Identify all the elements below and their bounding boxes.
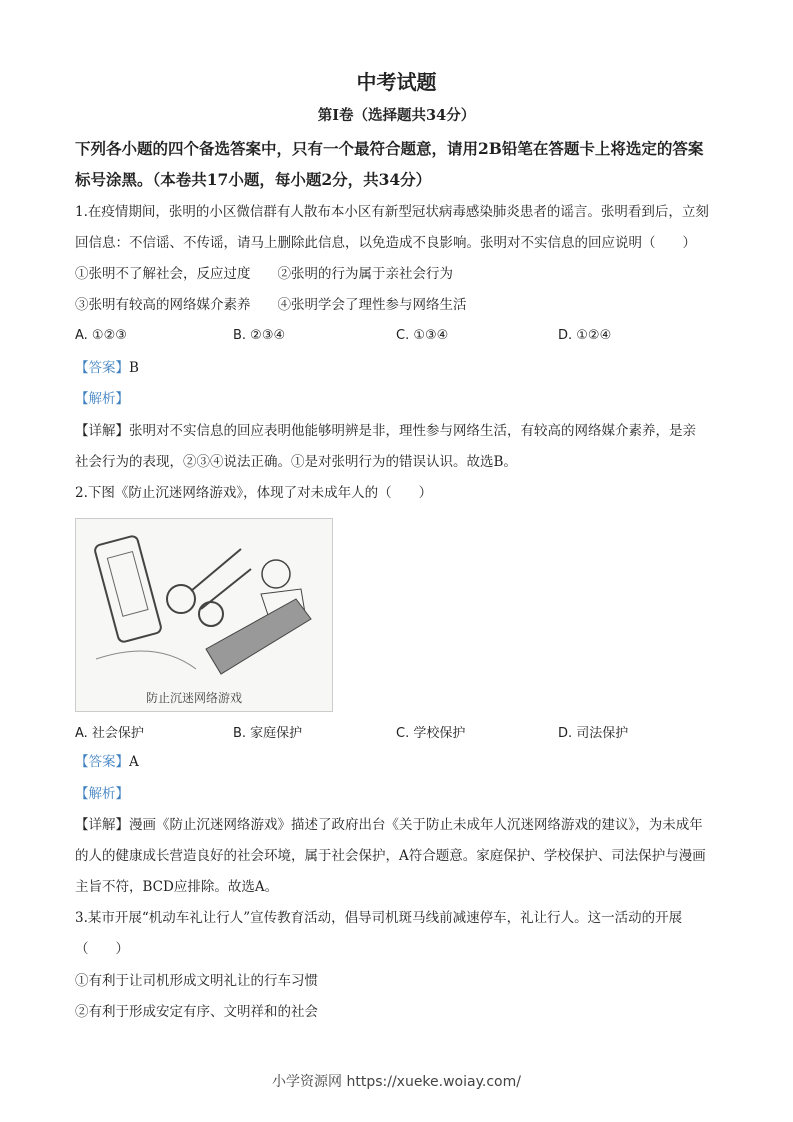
section-subtitle: 第I卷（选择题共34分） (317, 107, 476, 124)
q2-option-b: B. 家庭保护 (233, 726, 303, 741)
q3-statement: ①有利于让司机形成文明礼让的行车习惯 (75, 973, 318, 989)
q3-statement: ②有利于形成安定有序、文明祥和的社会 (75, 1004, 318, 1020)
q2-option-a: A. 社会保护 (75, 726, 144, 741)
q2-text: 2.下图《防止沉迷网络游戏》，体现了对未成年人的（ ） (75, 485, 433, 501)
q1-detail-text: 社会行为的表现，②③④说法正确。①是对张明行为的错误认识。故选B。 (75, 454, 517, 470)
answer-value: B (129, 360, 139, 376)
q1-option-c: C. ①③④ (396, 328, 449, 343)
q1-detail (75, 422, 696, 440)
figure-caption: 防止沉迷网络游戏 (146, 691, 243, 705)
q1-option-d: D. ①②④ (558, 328, 612, 343)
q2-option-d: D. 司法保护 (558, 726, 629, 741)
q1-option-b: B. ②③④ (233, 328, 286, 343)
q1-text: 1.在疫情期间，张明的小区微信群有人散布本小区有新型冠状病毒感染肺炎患者的谣言。张明看到后，立刻 (75, 204, 709, 220)
page-title: 中考试题 (356, 70, 437, 94)
q1-text: 回信息：不信谣、不传谣，请马上删除此信息，以免造成不良影响。张明对不实信息的回应说明（ ） (75, 235, 696, 251)
instructions-line: 标号涂黑。（本卷共17小题，每小题2分，共34分） (75, 170, 432, 189)
analysis-label: 【解析】 (75, 391, 129, 407)
answer-value: A (129, 754, 139, 770)
detail-label: 【详解】 (75, 817, 129, 833)
q1-answer (75, 359, 139, 377)
analysis-label: 【解析】 (75, 786, 129, 802)
q2-detail-text: 的人的健康成长营造良好的社会环境，属于社会保护，A符合题意。家庭保护、学校保护、司法保护与漫画 (75, 848, 706, 864)
q2-detail-text: 主旨不符，BCD应排除。故选A。 (75, 879, 279, 895)
cartoon-figure (75, 518, 333, 712)
q3-text: 3.某市开展“机动车礼让行人”宣传教育活动，倡导司机斑马线前减速停车，礼让行人。这一活动的开展 (75, 910, 683, 926)
detail-label: 【详解】 (75, 423, 129, 439)
q2-detail (75, 816, 703, 834)
q2-answer (75, 753, 139, 771)
q2-option-c: C. 学校保护 (396, 726, 466, 741)
answer-label: 【答案】 (75, 360, 129, 376)
q3-text: （ ） (75, 941, 129, 957)
instructions-line: 下列各小题的四个备选答案中，只有一个最符合题意，请用2B铅笔在答题卡上将选定的答案 (75, 139, 704, 158)
q1-option-a: A. ①②③ (75, 328, 127, 343)
answer-label: 【答案】 (75, 754, 129, 770)
q1-statement: ③张明有较高的网络媒介素养 ④张明学会了理性参与网络生活 (75, 297, 467, 313)
detail-text: 漫画《防止沉迷网络游戏》描述了政府出台《关于防止未成年人沉迷网络游戏的建议》，为未成年 (129, 817, 703, 833)
footer-watermark: 小学资源网 https://xueke.woiay.com/ (272, 1074, 521, 1090)
cartoon-illustration (76, 519, 332, 689)
detail-text: 张明对不实信息的回应表明他能够明辨是非，理性参与网络生活，有较高的网络媒介素养，是亲 (129, 423, 696, 439)
q1-statement: ①张明不了解社会，反应过度 ②张明的行为属于亲社会行为 (75, 266, 453, 282)
